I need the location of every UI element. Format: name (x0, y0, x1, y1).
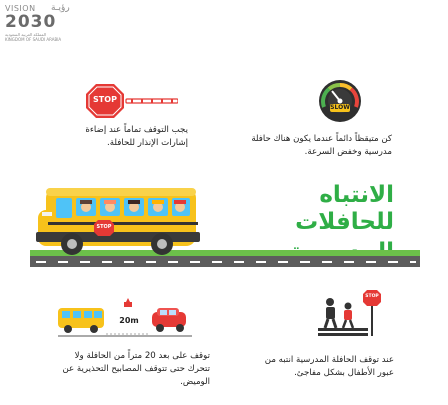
logo-year: 2030 (5, 12, 57, 32)
page-title-line-1: الانتباه (319, 182, 394, 208)
tip-top-right: كن متيقظاً دائماً عندما يكون هناك حافلة مدرسية وخفض السرعة. (251, 134, 392, 157)
logo-kingdom-ar: المملكة العربية السعودية (5, 32, 47, 37)
stop-sign-text: STOP (93, 95, 117, 104)
tip-top-left: يجب التوقف تماماً عند إضاءة إشارات الإنذار للحافلة. (85, 125, 188, 148)
logo-vision-label: VISION (5, 4, 36, 13)
tip-bottom-left: توقف على بعد 20 متراً من الحافلة ولا تتحرك حتى تتوقف المصابيح التحذيرية عن الوميض. (62, 351, 210, 387)
gauge-text: SLOW (330, 104, 350, 111)
vision-logo (5, 4, 85, 40)
distance-label: 20m (119, 316, 139, 325)
page-title-line-2: للحافلات (295, 209, 394, 235)
stop-sign-illustration (86, 82, 178, 120)
logo-kingdom-en: KINGDOM OF SAUDI ARABIA (5, 37, 62, 42)
slow-gauge-illustration (318, 79, 362, 123)
distance-illustration (56, 298, 196, 338)
tip-bottom-right: عند توقف الحافلة المدرسية انتبه من عبور الأطفال بشكل مفاجئ. (264, 355, 394, 378)
logo-arabic-mark: رؤيـة (51, 3, 70, 13)
pedestrian-crossing-illustration (314, 290, 384, 338)
school-bus-illustration (34, 182, 204, 262)
pedestrian-stop-text: STOP (365, 294, 379, 299)
bus-stop-sign-text: STOP (96, 224, 112, 230)
